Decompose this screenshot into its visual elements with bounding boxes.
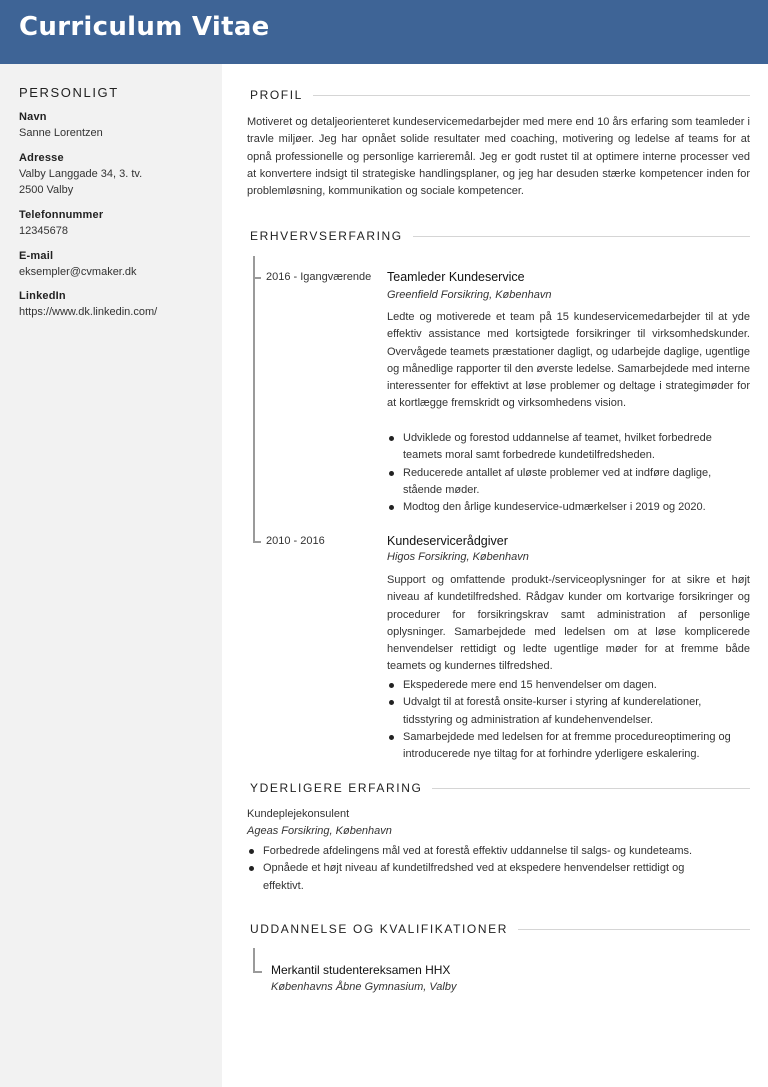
job-date: 2010 - 2016 (266, 535, 325, 547)
field-linkedin (19, 288, 219, 320)
field-label: LinkedIn (19, 290, 66, 302)
list-item: Forbedrede afdelingens mål ved at forestå effektiv uddannelse til salgs- og kundeteams. (247, 843, 727, 860)
additional-job-company: Ageas Forsikring, København (247, 825, 392, 837)
field-label: Navn (19, 111, 47, 123)
section-heading-additional (250, 780, 750, 796)
list-item: Udviklede og forestod uddannelse af teamet, hvilket forbedrede teamets moral samt forbedrede kundetilfredsheden. (387, 430, 750, 465)
job-bullet-list (387, 430, 750, 516)
job-company: Higos Forsikring, København (387, 551, 529, 563)
field-value: 12345678 (19, 225, 68, 237)
list-item: Ekspederede mere end 15 henvendelser om dagen. (387, 677, 750, 694)
list-item: Udvalgt til at forestå onsite-kurser i styring af kunderelationer, tidsstyring og administration af kundehenvendelser. (387, 694, 750, 729)
timeline-marker (253, 541, 261, 543)
timeline-marker (253, 277, 261, 279)
timeline-line (253, 256, 255, 542)
job-company: Greenfield Forsikring, København (387, 289, 552, 301)
field-email (19, 248, 219, 280)
job-bullet-list (387, 677, 750, 763)
field-address (19, 150, 219, 198)
timeline-marker (253, 971, 262, 973)
field-phone (19, 207, 219, 239)
section-divider (518, 929, 750, 930)
field-label: E-mail (19, 250, 54, 262)
section-divider (413, 236, 750, 237)
list-item: Samarbejdede med ledelsen for at fremme procedureoptimering og introducerede nye tiltag for at forhindre yderligere eskalering. (387, 729, 750, 764)
section-heading-profile (250, 87, 750, 103)
list-item: Opnåede et højt niveau af kundetilfredshed ved at ekspedere henvendelser rettidigt og effektivt. (247, 860, 727, 895)
field-value: https://www.dk.linkedin.com/ (19, 306, 158, 318)
additional-job-title: Kundeplejekonsulent (247, 808, 350, 820)
field-label: Telefonnummer (19, 209, 104, 221)
section-heading-text: PROFIL (250, 88, 303, 102)
field-value: Valby Langgade 34, 3. tv. 2500 Valby (19, 168, 143, 196)
section-heading-experience (250, 228, 750, 244)
section-heading-education (250, 921, 750, 937)
page-title: Curriculum Vitae (19, 12, 270, 42)
section-divider (432, 788, 750, 789)
field-value: eksempler@cvmaker.dk (19, 266, 137, 278)
field-value: Sanne Lorentzen (19, 127, 103, 139)
list-item: Reducerede antallet af uløste problemer ved at indføre daglige, stående møder. (387, 465, 750, 500)
job-description: Support og omfattende produkt-/serviceoplysninger for at sikre et højt niveau af kundetilfredshed. Rådgav kunder om kortvarige forsikringer og procedurer for forsikringskrav samt administration af personlige oplysninger. Samarbejdede med ledelsen om at løse komplicerede henvendelser rettidigt og ledte ugentlige møder for at fremme både teamets og kundernes tilfredshed. (387, 574, 750, 673)
list-item: Modtog den årlige kundeservice-udmærkelser i 2019 og 2020. (387, 499, 750, 516)
profile-text: Motiveret og detaljeorienteret kundeservicemedarbejder med mere end 10 års erfaring som teamleder i travle miljøer. Jeg har opnået solide resultater med coaching, motivering og ledelse af teams for at opnå professionelle og personlige karrieremål. Jeg er godt rustet til at optimere interne processer ved at konvertere indsigt til strategiske handlingsplaner, og jeg har desuden stærke kompetencer inden for problemløsning, kommunikation og sociale kompetencer. (247, 116, 750, 198)
job-date: 2016 - Igangværende (266, 271, 372, 283)
section-heading-text: YDERLIGERE ERFARING (250, 781, 423, 795)
education-title: Merkantil studentereksamen HHX (271, 963, 451, 977)
field-name (19, 109, 219, 141)
job-title: Teamleder Kundeservice (387, 270, 525, 284)
job-description: Ledte og motiverede et team på 15 kundeservicemedarbejder til at yde effektiv assistance med kortsigtede forsikringer til virksomhedskunder. Overvågede teamets præstationer dagligt, og udarbejde daglige, ugentlige og månedlige rapporter til den øverste ledelse. Samarbejdede med interne interessenter for effektivt at løse problemer og deltage i strategimøder for at kortlægge fremskridt og virksomhedens vision. (387, 311, 750, 410)
field-label: Adresse (19, 152, 64, 164)
section-heading-text: UDDANNELSE OG KVALIFIKATIONER (250, 922, 508, 936)
sidebar-heading: PERSONLIGT (19, 85, 119, 100)
job-title: Kundeservicerådgiver (387, 534, 508, 548)
section-heading-text: ERHVERVSERFARING (250, 229, 403, 243)
header-banner (0, 0, 768, 64)
section-divider (313, 95, 750, 96)
education-school: Københavns Åbne Gymnasium, Valby (271, 981, 457, 993)
additional-bullet-list (247, 843, 727, 895)
timeline-line (253, 948, 255, 972)
